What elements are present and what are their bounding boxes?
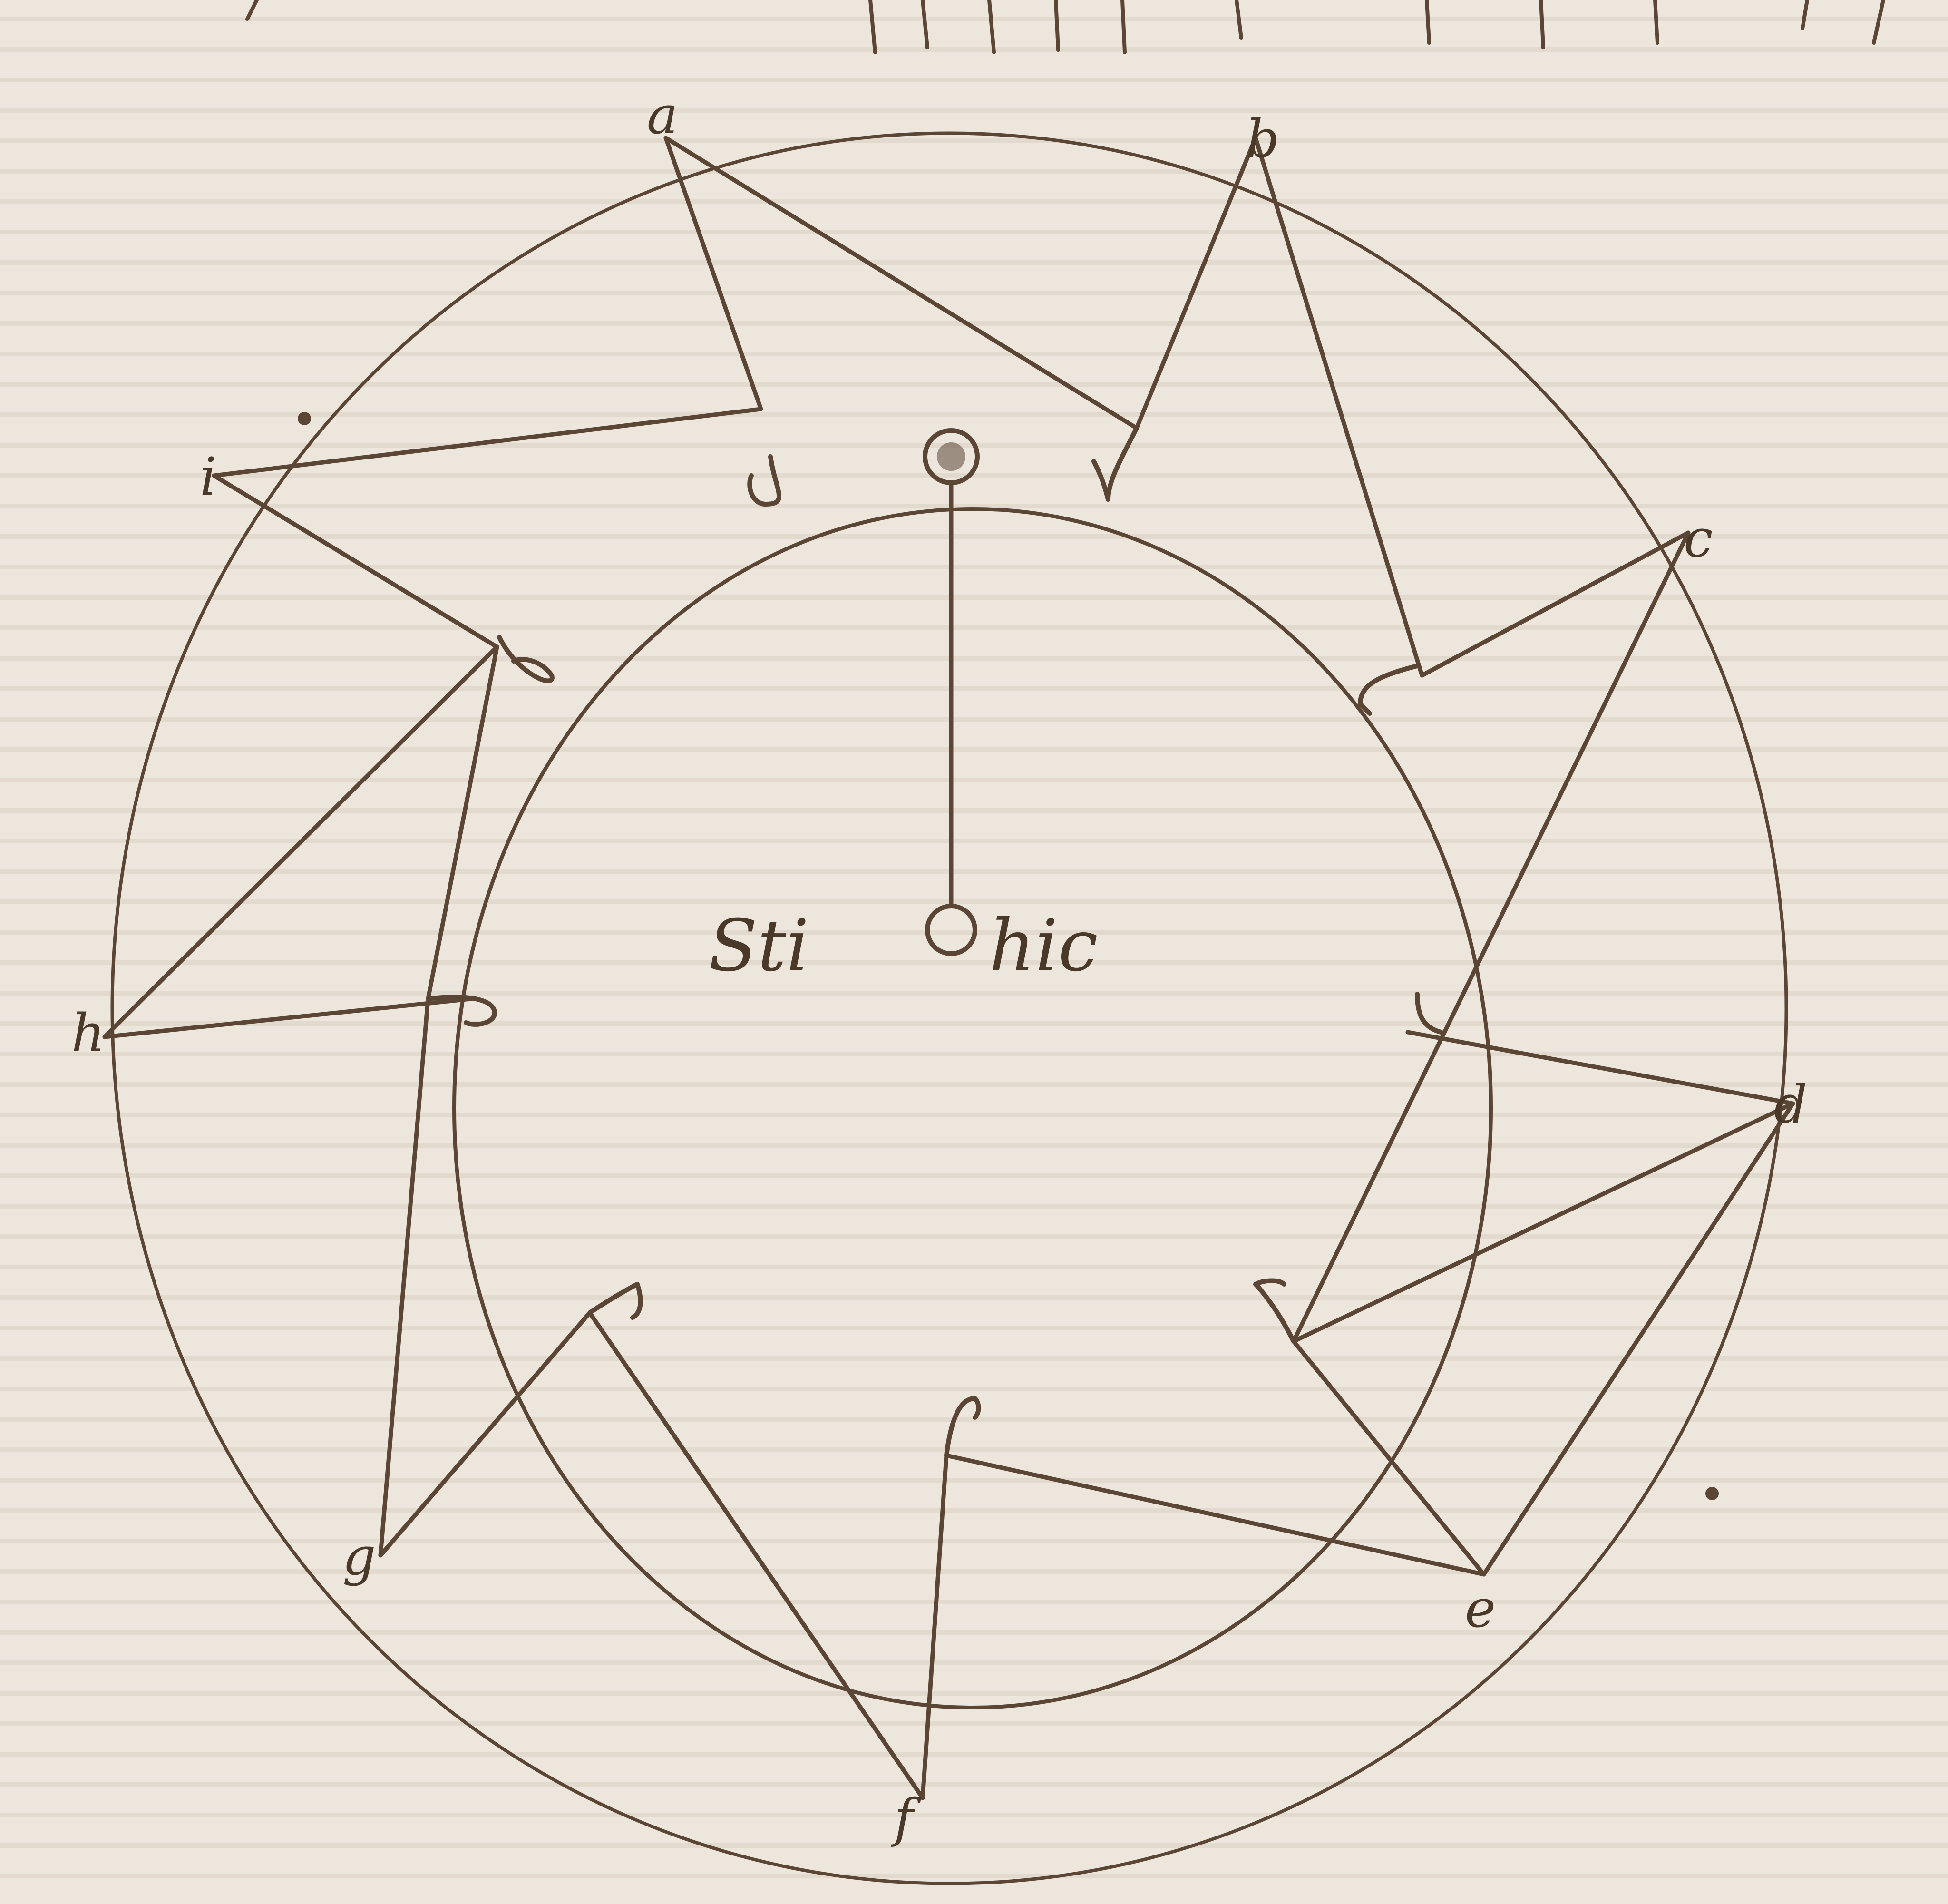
vertex-mark-g: g bbox=[342, 1526, 376, 1587]
stray-dot bbox=[298, 412, 311, 425]
vertex-mark-d: d bbox=[1774, 1074, 1808, 1135]
center-right-label: hic bbox=[989, 905, 1098, 987]
vertex-mark-h: h bbox=[71, 1003, 105, 1064]
vertex-mark-f: f bbox=[894, 1787, 914, 1848]
center-left-label: Sti bbox=[709, 905, 809, 987]
stray-dot bbox=[1705, 1487, 1719, 1500]
vertex-mark-e: e bbox=[1465, 1578, 1496, 1639]
vertex-mark-b: b bbox=[1246, 108, 1280, 169]
vertex-mark-i: i bbox=[200, 446, 217, 507]
vertex-mark-c: c bbox=[1684, 508, 1713, 569]
vertex-mark-a: a bbox=[647, 85, 678, 146]
